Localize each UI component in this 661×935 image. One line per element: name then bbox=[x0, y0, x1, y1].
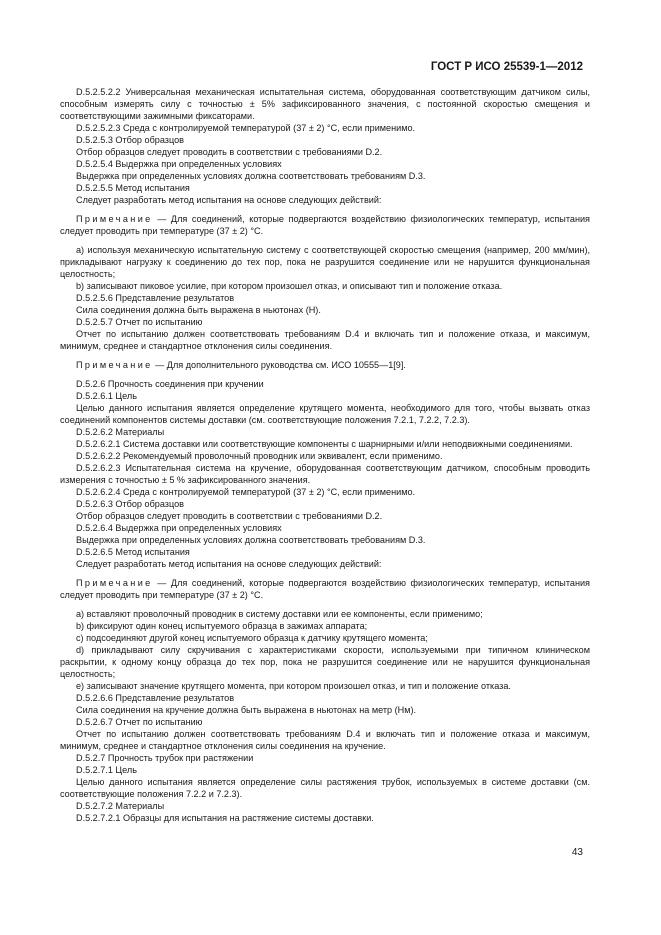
section-heading: D.5.2.7.1 Цель bbox=[76, 765, 137, 775]
section-heading: D.5.2.5.7 Отчет по испытанию bbox=[76, 317, 203, 327]
list-item: а) используя механическую испытательную систему с соответствующей скоростью смещения (например, 200 мм/мин), прикладывают нагрузку к соединению до тех пор, пока не разрушится соединение или не нарушится функциональная целостность; bbox=[60, 245, 590, 279]
note-label: Примечание bbox=[76, 360, 153, 370]
list-item: b) фиксируют один конец испытуемого образца в зажимах аппарата; bbox=[76, 621, 368, 631]
section-heading: D.5.2.6.6 Представление результатов bbox=[76, 693, 235, 703]
page-number: 43 bbox=[571, 847, 583, 858]
paragraph: D.5.2.5.2.2 Универсальная механическая испытательная система, оборудованная соответствующим датчиком силы, способным измерять силу с точностью ± 5% зафиксированного значения, с постоянной скоростью смещения и соответствующими зажимными фиксаторами. bbox=[60, 87, 590, 121]
paragraph: D.5.2.6.2.1 Система доставки или соответствующие компоненты с шарнирными и/или неподвижными соединениями. bbox=[76, 439, 573, 449]
paragraph: Следует разработать метод испытания на основе следующих действий: bbox=[76, 559, 382, 569]
paragraph: Сила соединения должна быть выражена в ньютонах (Н). bbox=[76, 305, 321, 315]
note-text: — Для соединений, которые подвергаются воздействию физиологических температур, испытания следует проводить при температуре (37 ± 2) °C. bbox=[60, 578, 590, 600]
paragraph: D.5.2.7.2.1 Образцы для испытания на растяжение системы доставки. bbox=[76, 813, 374, 823]
paragraph: Отбор образцов следует проводить в соответствии с требованиями D.2. bbox=[76, 511, 383, 521]
list-item: e) записывают значение крутящего момента, при котором произошел отказ, и тип и положение отказа. bbox=[76, 681, 511, 691]
paragraph: Отбор образцов следует проводить в соответствии с требованиями D.2. bbox=[76, 147, 383, 157]
paragraph: Целью данного испытания является определение крутящего момента, необходимого для того, чтобы вызвать отказ соединений компонентов системы доставки (см. соответствующие положения 7.2.1, 7.2.2, 7.2.3). bbox=[60, 403, 590, 425]
section-heading: D.5.2.6.1 Цель bbox=[76, 391, 137, 401]
section-heading: D.5.2.6.7 Отчет по испытанию bbox=[76, 717, 203, 727]
list-item: c) подсоединяют другой конец испытуемого образца к датчику крутящего момента; bbox=[76, 633, 428, 643]
paragraph: Выдержка при определенных условиях должна соответствовать требованиям D.3. bbox=[76, 535, 426, 545]
paragraph: D.5.2.6.2.4 Среда с контролируемой температурой (37 ± 2) °C, если применимо. bbox=[76, 487, 416, 497]
section-heading: D.5.2.5.3 Отбор образцов bbox=[76, 135, 184, 145]
note bbox=[60, 213, 590, 237]
note bbox=[60, 577, 590, 601]
section-heading: D.5.2.5.6 Представление результатов bbox=[76, 293, 235, 303]
section-heading: D.5.2.5.4 Выдержка при определенных условиях bbox=[76, 159, 282, 169]
section-heading: D.5.2.6 Прочность соединения при кручении bbox=[76, 379, 264, 389]
paragraph: Отчет по испытанию должен соответствовать требованиям D.4 и включать тип и положение отказа и максимум, минимум, среднее и стандартное отклонения силы соединения на кручение. bbox=[60, 729, 590, 751]
section-heading: D.5.2.6.2 Материалы bbox=[76, 427, 165, 437]
paragraph: D.5.2.6.2.2 Рекомендуемый проволочный проводник или эквивалент, если применимо. bbox=[76, 451, 443, 461]
list-item: d) прикладывают силу скручивания с характеристиками скорости, используемыми при типичном клиническом раскрытии, к одному концу образца до тех пор, пока не разрушится соединение или не нарушится функциональная целостность; bbox=[60, 645, 590, 679]
paragraph: Сила соединения на кручение должна быть выражена в ньютонах на метр (Нм). bbox=[76, 705, 417, 715]
section-heading: D.5.2.7 Прочность трубок при растяжении bbox=[76, 753, 254, 763]
section-heading: D.5.2.5.5 Метод испытания bbox=[76, 183, 190, 193]
list-item: b) записывают пиковое усилие, при котором произошел отказ, и описывают тип и положение отказа. bbox=[76, 281, 503, 291]
note-text: — Для соединений, которые подвергаются воздействию физиологических температур, испытания следует проводить при температуре (37 ± 2) °C. bbox=[60, 214, 590, 236]
list-item: а) вставляют проволочный проводник в систему доставки или ее компоненты, если применимо; bbox=[76, 609, 483, 619]
section-heading: D.5.2.6.4 Выдержка при определенных условиях bbox=[76, 523, 282, 533]
paragraph: Отчет по испытанию должен соответствовать требованиям D.4 и включать тип и положение отказа, и максимум, минимум, среднее и стандартное отклонения силы соединения. bbox=[60, 329, 590, 351]
section-heading: D.5.2.6.3 Отбор образцов bbox=[76, 499, 184, 509]
paragraph: Целью данного испытания является определение силы растяжения трубок, используемых в системе доставки (см. соответствующие положения 7.2.2 и 7.2.3). bbox=[60, 777, 590, 799]
note bbox=[60, 359, 590, 371]
note-text: — Для дополнительного руководства см. ИСО 10555—1[9]. bbox=[155, 360, 406, 370]
section-heading: D.5.2.7.2 Материалы bbox=[76, 801, 165, 811]
document-body bbox=[60, 86, 590, 824]
standard-header: ГОСТ Р ИСО 25539-1—2012 bbox=[430, 61, 583, 73]
section-heading: D.5.2.6.5 Метод испытания bbox=[76, 547, 190, 557]
paragraph: Следует разработать метод испытания на основе следующих действий: bbox=[76, 195, 382, 205]
paragraph: D.5.2.5.2.3 Среда с контролируемой температурой (37 ± 2) °C, если применимо. bbox=[76, 123, 416, 133]
note-label: Примечание bbox=[76, 214, 153, 224]
note-label: Примечание bbox=[76, 578, 153, 588]
paragraph: D.5.2.6.2.3 Испытательная система на кручение, оборудованная соответствующим датчиком, способным проводить измерения с точностью ± 5 % зафиксированного значения. bbox=[60, 463, 590, 485]
paragraph: Выдержка при определенных условиях должна соответствовать требованиям D.3. bbox=[76, 171, 426, 181]
